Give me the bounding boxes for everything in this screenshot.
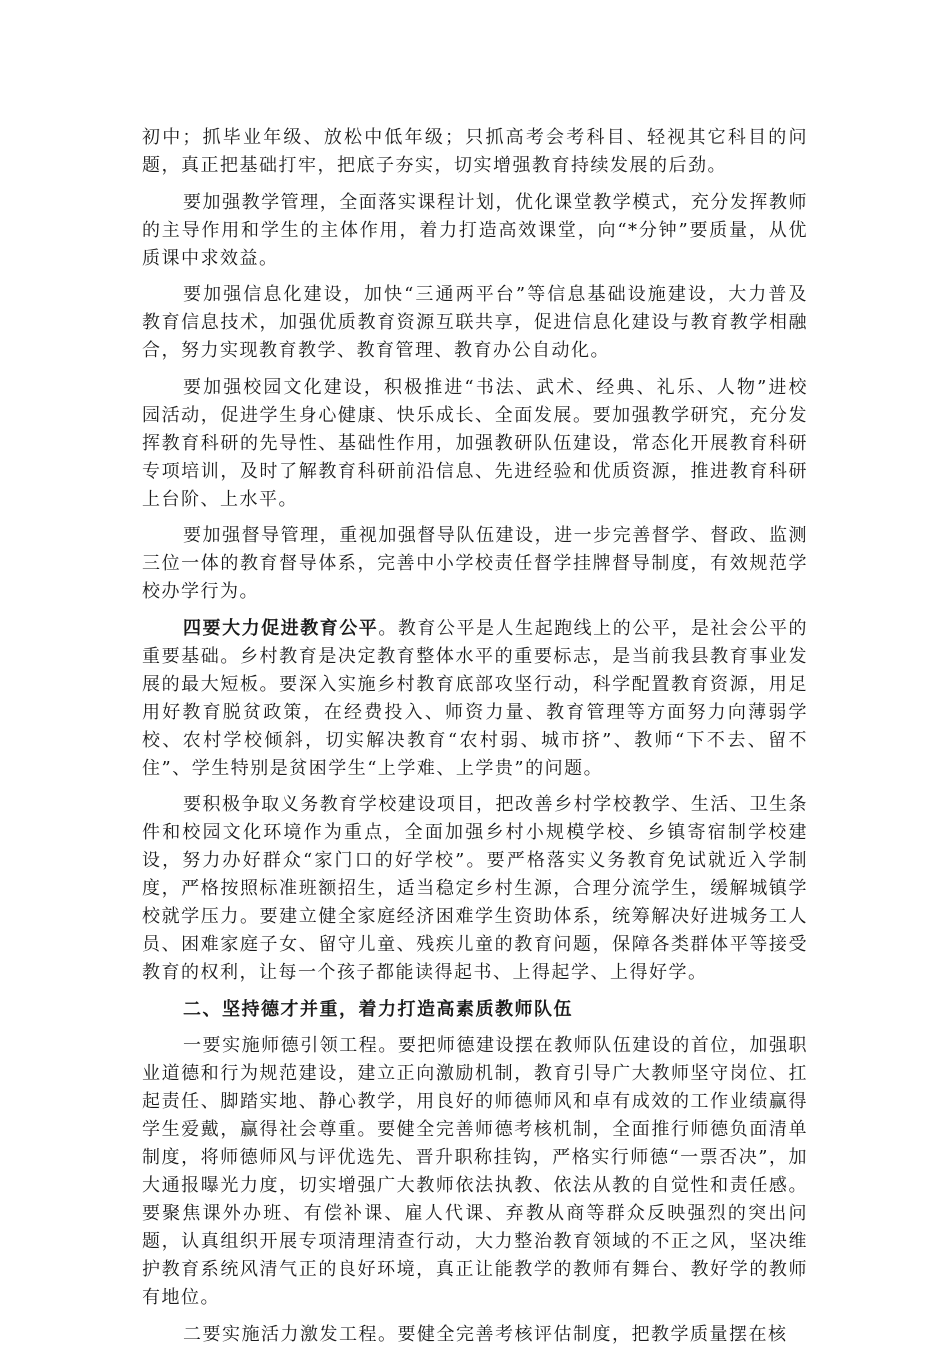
document-body bbox=[142, 124, 808, 1357]
paragraph-2 bbox=[142, 189, 808, 273]
paragraph-8 bbox=[142, 1032, 808, 1312]
section-heading: 二、坚持德才并重，着力打造高素质教师队伍 bbox=[183, 998, 573, 1020]
paragraph-3 bbox=[142, 281, 808, 365]
paragraph-5 bbox=[142, 522, 808, 606]
paragraph-2-text: 要加强教学管理，全面落实课程计划，优化课堂教学模式，充分发挥教师的主导作用和学生的主体作用，着力打造高效课堂，向“*分钟”要质量，从优质课中求效益。 bbox=[142, 191, 808, 269]
paragraph-1-text: 初中；抓毕业年级、放松中低年级；只抓高考会考科目、轻视其它科目的问题，真正把基础打牢，把底子夯实，切实增强教育持续发展的后劲。 bbox=[142, 127, 808, 176]
paragraph-6 bbox=[142, 615, 808, 783]
paragraph-9-text: 二要实施活力激发工程。要健全完善考核评估制度，把教学质量摆在核 bbox=[183, 1323, 788, 1345]
paragraph-6-text: 。教育公平是人生起跑线上的公平，是社会公平的重要基础。乡村教育是决定教育整体水平的重要标志，是当前我县教育事业发展的最大短板。要深入实施乡村教育底部攻坚行动，科学配置教育资源，用足用好教育脱贫政策，在经费投入、师资力量、教育管理等方面努力向薄弱学校、农村学校倾斜，切实解决教育“农村弱、城市挤”、教师“下不去、留不住”、学生特别是贫困学生“上学难、上学贵”的问题。 bbox=[142, 617, 809, 779]
paragraph-6-lead: 四要大力促进教育公平 bbox=[183, 617, 379, 639]
paragraph-3-text: 要加强信息化建设，加快“三通两平台”等信息基础设施建设，大力普及教育信息技术，加强优质教育资源互联共享，促进信息化建设与教育教学相融合，努力实现教育教学、教育管理、教育办公自动化。 bbox=[142, 284, 808, 361]
paragraph-7 bbox=[142, 791, 808, 987]
paragraph-4-text: 要加强校园文化建设，积极推进“书法、武术、经典、礼乐、人物”进校园活动，促进学生身心健康、快乐成长、全面发展。要加强教学研究，充分发挥教育科研的先导性、基础性作用，加强教研队伍建设，常态化开展教育科研专项培训，及时了解教育科研前沿信息、先进经验和优质资源，推进教育科研上台阶、上水平。 bbox=[142, 376, 808, 510]
paragraph-4 bbox=[142, 374, 808, 514]
paragraph-5-text: 要加强督导管理，重视加强督导队伍建设，进一步完善督学、督政、监测三位一体的教育督导体系，完善中小学校责任督学挂牌督导制度，有效规范学校办学行为。 bbox=[142, 525, 808, 602]
paragraph-8-text: 一要实施师德引领工程。要把师德建设摆在教师队伍建设的首位，加强职业道德和行为规范建设，建立正向激励机制，教育引导广大教师坚守岗位、扛起责任、脚踏实地、静心教学，用良好的师德师风和卓有成效的工作业绩赢得学生爱戴，赢得社会尊重。要健全完善师德考核机制，全面推行师德负面清单制度，将师德师风与评优选先、晋升职称挂钩，严格实行师德“一票否决”，加大通报曝光力度，切实增强广大教师依法执教、依法从教的自觉性和责任感。要聚焦课外办班、有偿补课、雇人代课、弃教从商等群众反映强烈的突出问题，认真组织开展专项清理清查行动，大力整治教育领域的不正之风，坚决维护教育系统风清气正的良好环境，真正让能教学的教师有舞台、教好学的教师有地位。 bbox=[142, 1035, 808, 1308]
paragraph-1 bbox=[142, 124, 808, 180]
paragraph-7-text: 要积极争取义务教育学校建设项目，把改善乡村学校教学、生活、卫生条件和校园文化环境作为重点，全面加强乡村小规模学校、乡镇寄宿制学校建设，努力办好群众“家门口的好学校”。要严格落实义务教育免试就近入学制度，严格按照标准班额招生，适当稳定乡村生源，合理分流学生，缓解城镇学校就学压力。要建立健全家庭经济困难学生资助体系，统筹解决好进城务工人员、困难家庭子女、留守儿童、残疾儿童的教育问题，保障各类群体平等接受教育的权利，让每一个孩子都能读得起书、上得起学、上得好学。 bbox=[142, 794, 808, 983]
paragraph-9 bbox=[142, 1321, 808, 1349]
